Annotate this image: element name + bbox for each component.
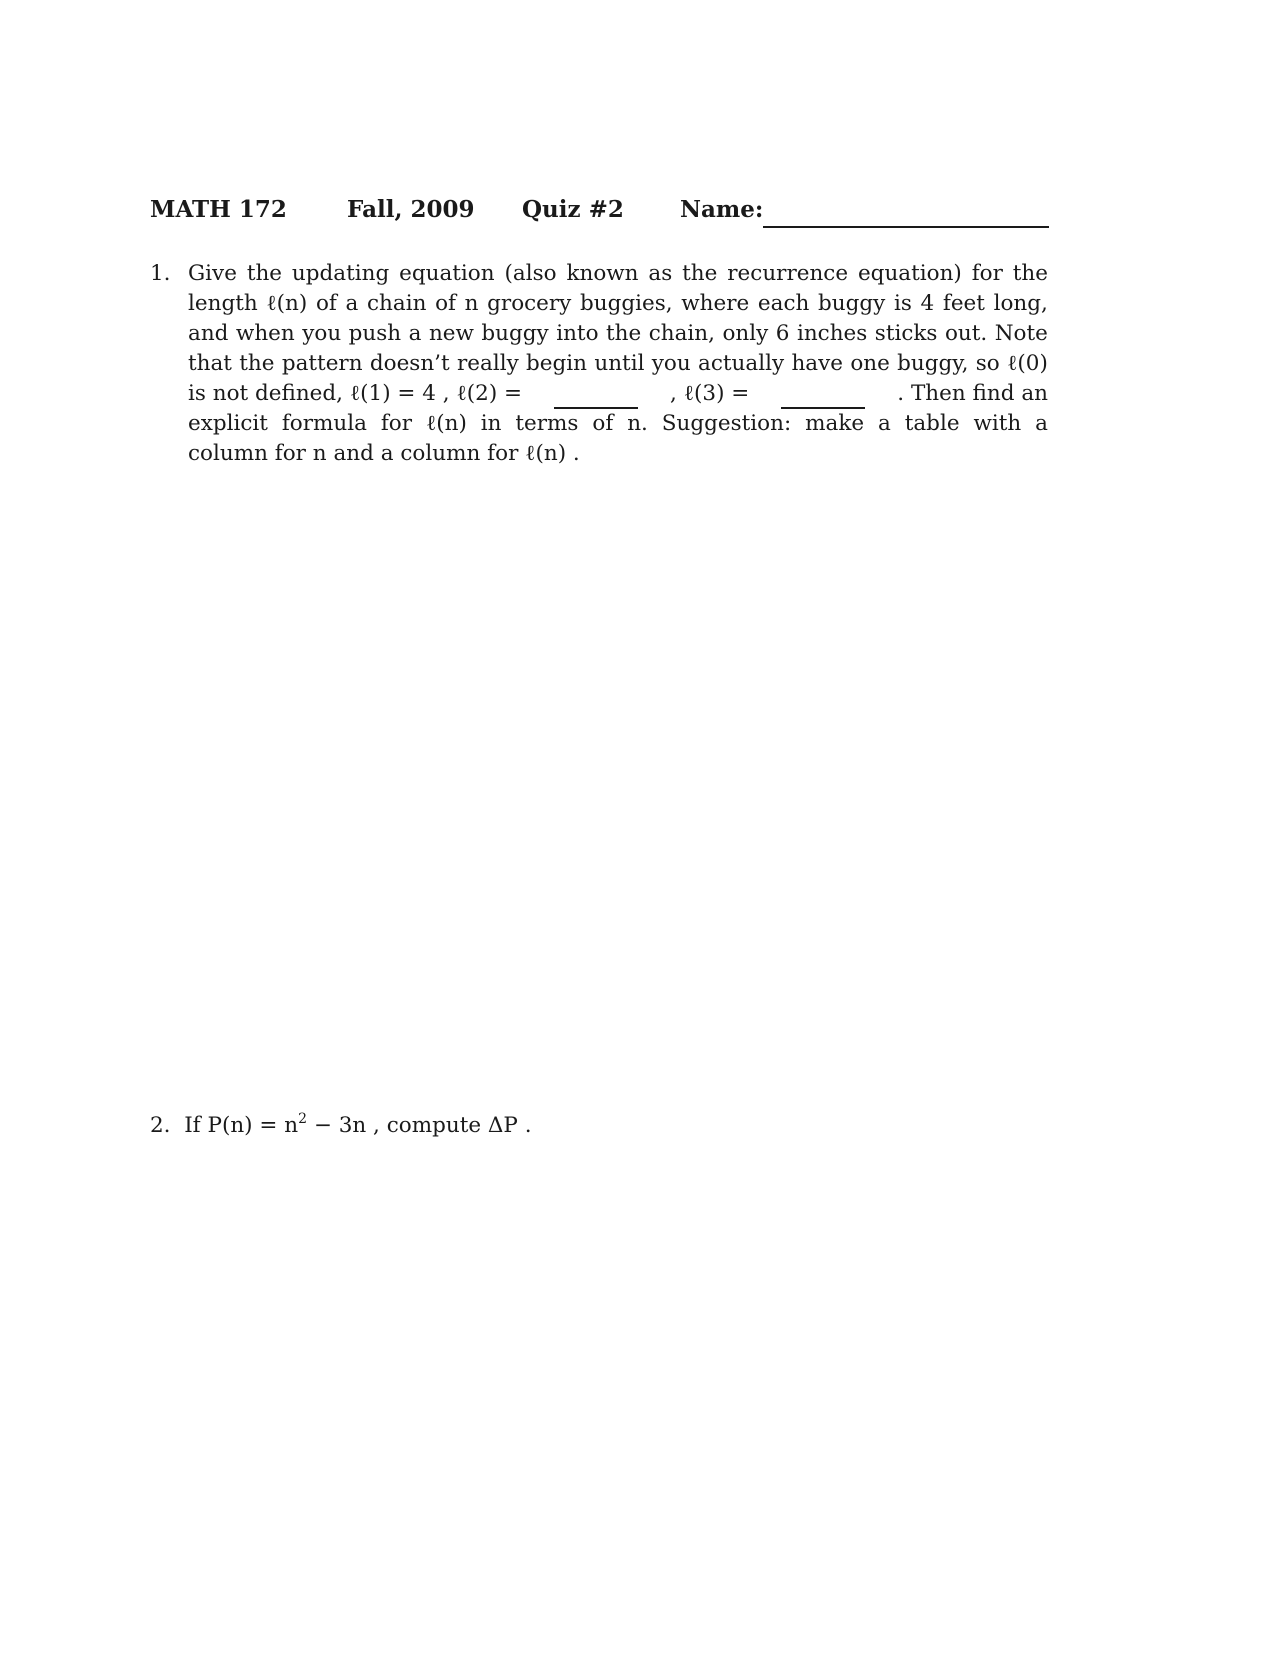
- problem-1-text: [188, 259, 1048, 469]
- problem-1-line-1: Give the updating equation (also known as the recurrence equation) for the: [188, 261, 1048, 286]
- problem-1: [150, 259, 1048, 469]
- term-label: Fall, 2009: [347, 196, 475, 223]
- quiz-number: Quiz #2: [522, 196, 624, 223]
- problem-1-line-4: that the pattern doesn’t really begin until you actually have one buggy, so ℓ(0): [188, 351, 1048, 376]
- problem-1-line-5-mid: , ℓ(3) =: [670, 381, 750, 406]
- problem-2-number: 2.: [150, 1113, 171, 1138]
- problem-2-text-end: − 3n , compute ΔP .: [307, 1113, 532, 1138]
- course-title: MATH 172: [150, 196, 287, 223]
- problem-1-line-5: [188, 379, 1048, 409]
- problem-1-line-5-end: . Then find an: [897, 381, 1048, 406]
- problem-2-exponent: 2: [298, 1111, 308, 1127]
- answer-blank-l2[interactable]: [554, 379, 638, 409]
- name-field-line[interactable]: [763, 226, 1049, 228]
- problem-1-line-2: length ℓ(n) of a chain of n grocery buggies, where each buggy is 4 feet long,: [188, 291, 1048, 316]
- problem-1-line-3: and when you push a new buggy into the chain, only 6 inches sticks out. Note: [188, 321, 1048, 346]
- problem-1-line-5-start: is not defined, ℓ(1) = 4 , ℓ(2) =: [188, 381, 523, 406]
- name-label: Name:: [680, 196, 764, 223]
- answer-blank-l3[interactable]: [781, 379, 865, 409]
- problem-1-number: 1.: [150, 261, 171, 286]
- problem-1-line-6: explicit formula for ℓ(n) in terms of n. Suggestion: make a table with a: [188, 411, 1048, 436]
- problem-2: [150, 1111, 532, 1141]
- problem-2-text-start: If P(n) = n: [184, 1113, 299, 1138]
- problem-1-line-7: column for n and a column for ℓ(n) .: [188, 441, 580, 466]
